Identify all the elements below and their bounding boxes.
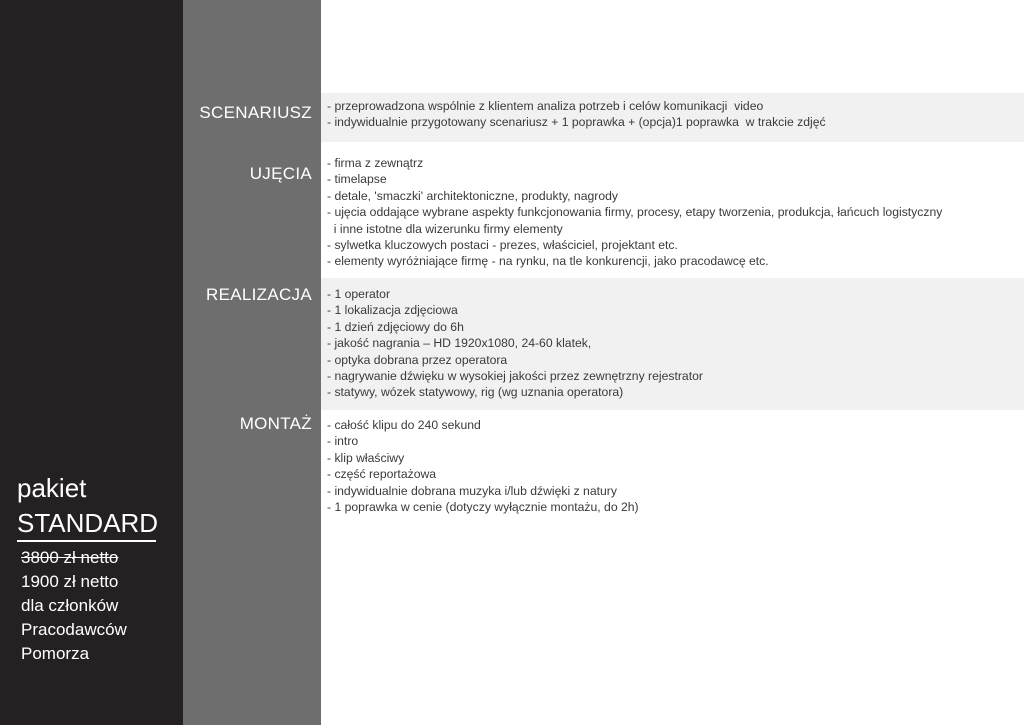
current-price: 1900 zł netto <box>21 572 119 591</box>
list-item: i inne istotne dla wizerunku firmy elementy <box>327 221 563 236</box>
list-montaz <box>327 417 639 515</box>
list-item: - nagrywanie dźwięku w wysokiej jakości przez zewnętrzny rejestrator <box>327 369 703 384</box>
list-item: - detale, 'smaczki' architektoniczne, produkty, nagrody <box>327 188 618 203</box>
list-item: - całość klipu do 240 sekund <box>327 418 481 432</box>
section-label-ujecia: UJĘCIA <box>249 164 312 183</box>
list-item: - indywidualnie dobrana muzyka i/lub dźwięki z natury <box>327 483 617 498</box>
package-name: STANDARD <box>17 508 159 538</box>
price-note-line: Pracodawców <box>21 620 127 639</box>
package-word: pakiet <box>17 473 87 503</box>
section-label-realizacja: REALIZACJA <box>206 285 312 304</box>
list-scenariusz <box>327 98 826 131</box>
list-item: - 1 dzień zdjęciowy do 6h <box>327 319 464 334</box>
left-dark-panel <box>0 0 183 725</box>
price-note-line: dla członków <box>21 596 119 615</box>
package-divider <box>17 540 156 542</box>
list-item: - elementy wyróżniające firmę - na rynku, na tle konkurencji, jako pracodawcę etc. <box>327 254 769 269</box>
list-item: - jakość nagrania – HD 1920x1080, 24-60 klatek, <box>327 336 592 351</box>
list-item: - część reportażowa <box>327 467 437 482</box>
list-realizacja <box>327 286 703 401</box>
list-item: - firma z zewnątrz <box>327 156 424 170</box>
list-item: - 1 operator <box>327 287 391 301</box>
list-item: - optyka dobrana przez operatora <box>327 352 508 367</box>
list-item: - sylwetka kluczowych postaci - prezes, właściciel, projektant etc. <box>327 238 678 253</box>
list-item: - 1 poprawka w cenie (dotyczy wyłącznie montażu, do 2h) <box>327 500 639 515</box>
list-ujecia <box>327 155 942 270</box>
old-price: 3800 zł netto <box>21 548 119 567</box>
list-item: - statywy, wózek statywowy, rig (wg uznania operatora) <box>327 385 624 400</box>
list-item: - ujęcia oddające wybrane aspekty funkcjonowania firmy, procesy, etapy tworzenia, produkcja, łańcuch logistyczny <box>327 205 943 220</box>
section-label-scenariusz: SCENARIUSZ <box>199 103 312 122</box>
list-item: - 1 lokalizacja zdjęciowa <box>327 303 458 318</box>
price-note-line: Pomorza <box>21 644 90 663</box>
list-item: - timelapse <box>327 172 387 187</box>
list-item: - klip właściwy <box>327 450 405 465</box>
list-item: - intro <box>327 434 359 449</box>
list-item: - indywidualnie przygotowany scenariusz + 1 poprawka + (opcja)1 poprawka w trakcie zdjęć <box>327 115 826 130</box>
list-item: - przeprowadzona wspólnie z klientem analiza potrzeb i celów komunikacji video <box>327 99 764 113</box>
section-label-montaz: MONTAŻ <box>239 414 312 433</box>
